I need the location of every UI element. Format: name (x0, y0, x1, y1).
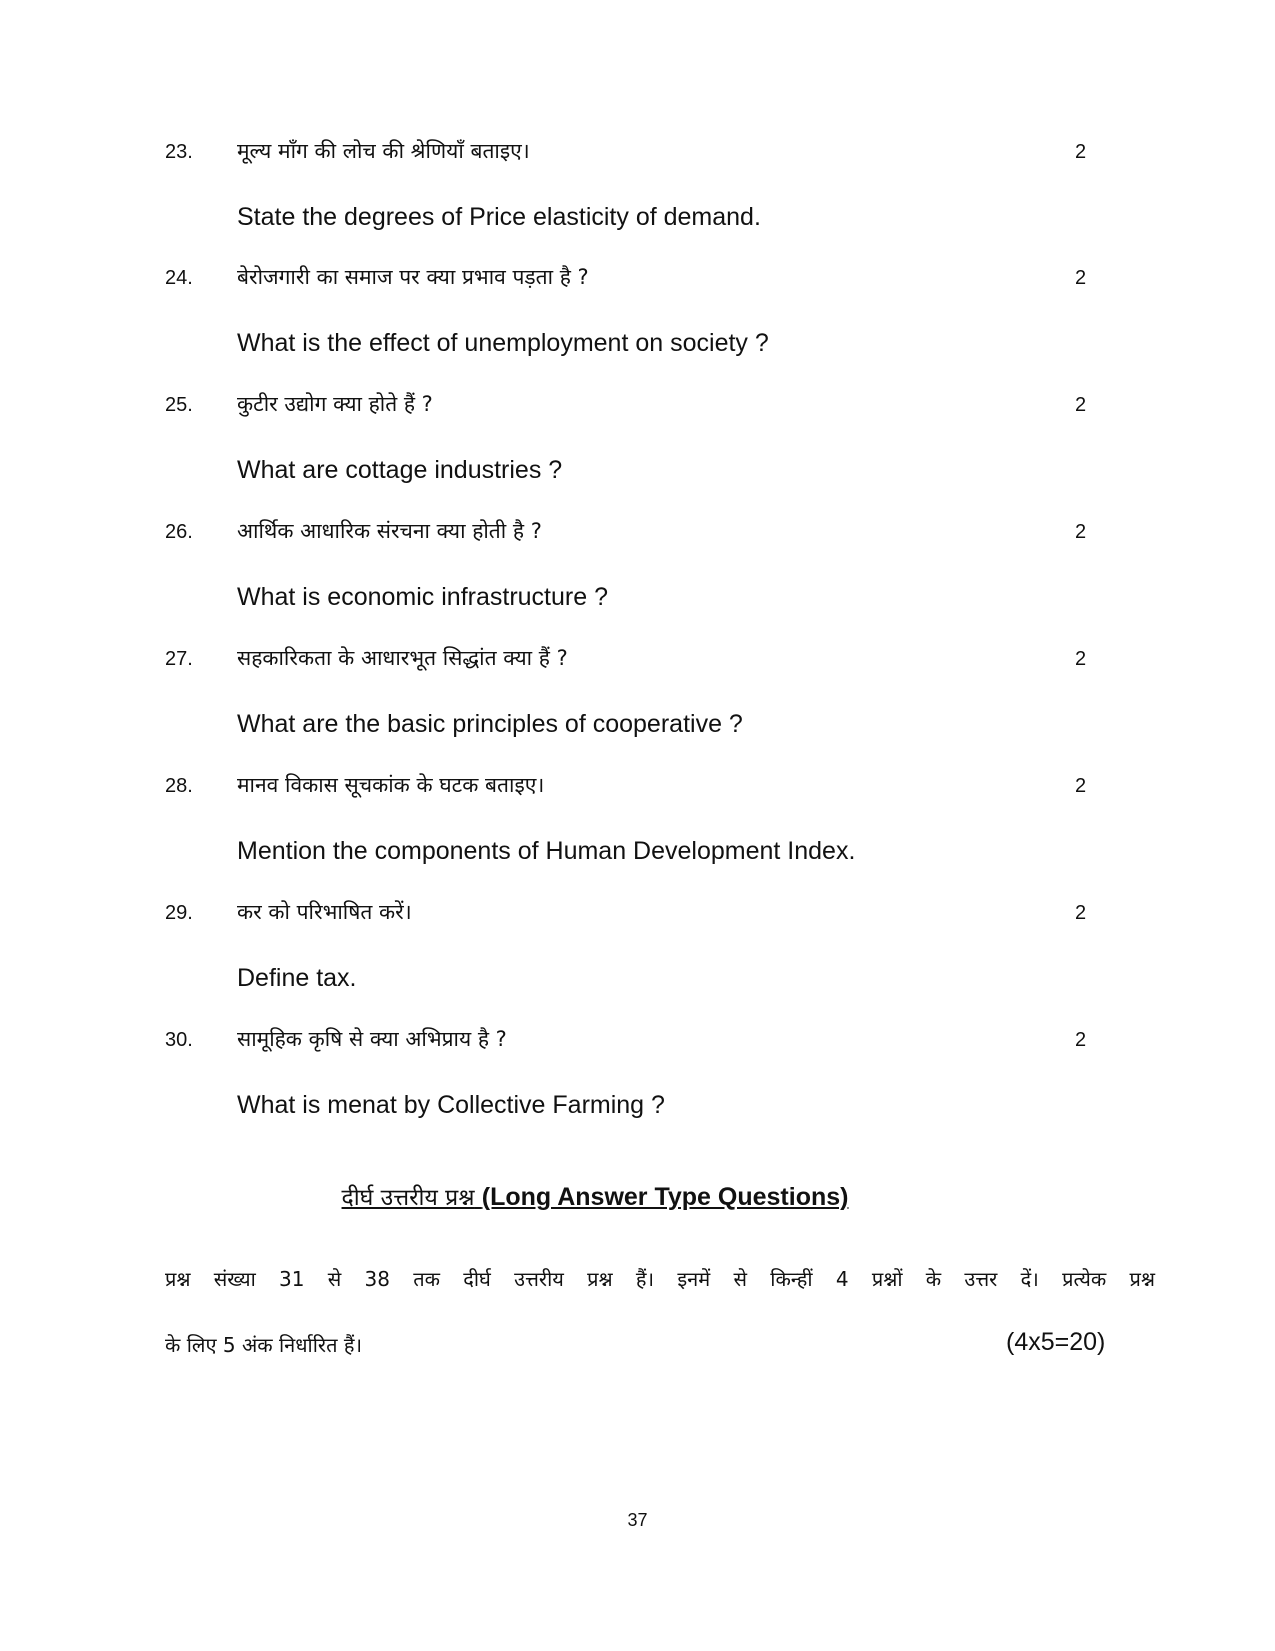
question-marks: 2 (1075, 648, 1087, 670)
question-number: 25. (165, 394, 193, 416)
question-text-hindi: मानव विकास सूचकांक के घटक बताइए। (237, 773, 545, 797)
question-number: 23. (165, 141, 193, 163)
page-number: 37 (627, 1510, 648, 1530)
question-number: 29. (165, 902, 193, 924)
question-number: 26. (165, 521, 193, 543)
question-text-hindi: आर्थिक आधारिक संरचना क्या होती है ? (237, 519, 542, 543)
question-text-hindi: सामूहिक कृषि से क्या अभिप्राय है ? (237, 1027, 507, 1051)
question-number: 30. (165, 1029, 193, 1051)
question-text-hindi: कर को परिभाषित करें। (237, 900, 412, 924)
section-heading (0, 1180, 1190, 1212)
question-text-hindi: मूल्य माँग की लोच की श्रेणियाँ बताइए। (237, 139, 530, 163)
question-text-english: What is economic infrastructure ? (237, 583, 608, 611)
question-text-hindi: बेरोजगारी का समाज पर क्या प्रभाव पड़ता है ? (237, 265, 589, 289)
question-text-english: Define tax. (237, 964, 357, 992)
question-text-english: State the degrees of Price elasticity of demand. (237, 203, 761, 231)
question-text-english: What is menat by Collective Farming ? (237, 1091, 665, 1119)
section-instruction-line-1: प्रश्न संख्या 31 से 38 तक दीर्घ उत्तरीय प्रश्न हैं। इनमें से किन्हीं 4 प्रश्नों के उत्तर दें। प्रत्येक प्रश्न (165, 1267, 1155, 1291)
question-marks: 2 (1075, 521, 1087, 543)
question-text-english: Mention the components of Human Development Index. (237, 837, 856, 865)
section-total-marks: (4x5=20) (1006, 1328, 1106, 1356)
question-text-english: What are cottage industries ? (237, 456, 563, 484)
question-number: 28. (165, 775, 193, 797)
question-number: 24. (165, 267, 193, 289)
section-heading-hindi: दीर्घ उत्तरीय प्रश्न (341, 1185, 475, 1211)
question-marks: 2 (1075, 141, 1087, 163)
section-instruction-line-2: के लिए 5 अंक निर्धारित हैं। (165, 1333, 363, 1357)
question-marks: 2 (1075, 775, 1087, 797)
question-marks: 2 (1075, 1029, 1087, 1051)
question-marks: 2 (1075, 394, 1087, 416)
question-text-english: What is the effect of unemployment on society ? (237, 329, 769, 357)
section-heading-english: (Long Answer Type Questions) (481, 1183, 849, 1211)
question-text-hindi: कुटीर उद्योग क्या होते हैं ? (237, 392, 433, 416)
question-text-english: What are the basic principles of cooperative ? (237, 710, 743, 738)
question-marks: 2 (1075, 902, 1087, 924)
question-number: 27. (165, 648, 193, 670)
question-marks: 2 (1075, 267, 1087, 289)
question-text-hindi: सहकारिकता के आधारभूत सिद्धांत क्या हैं ? (237, 646, 568, 670)
